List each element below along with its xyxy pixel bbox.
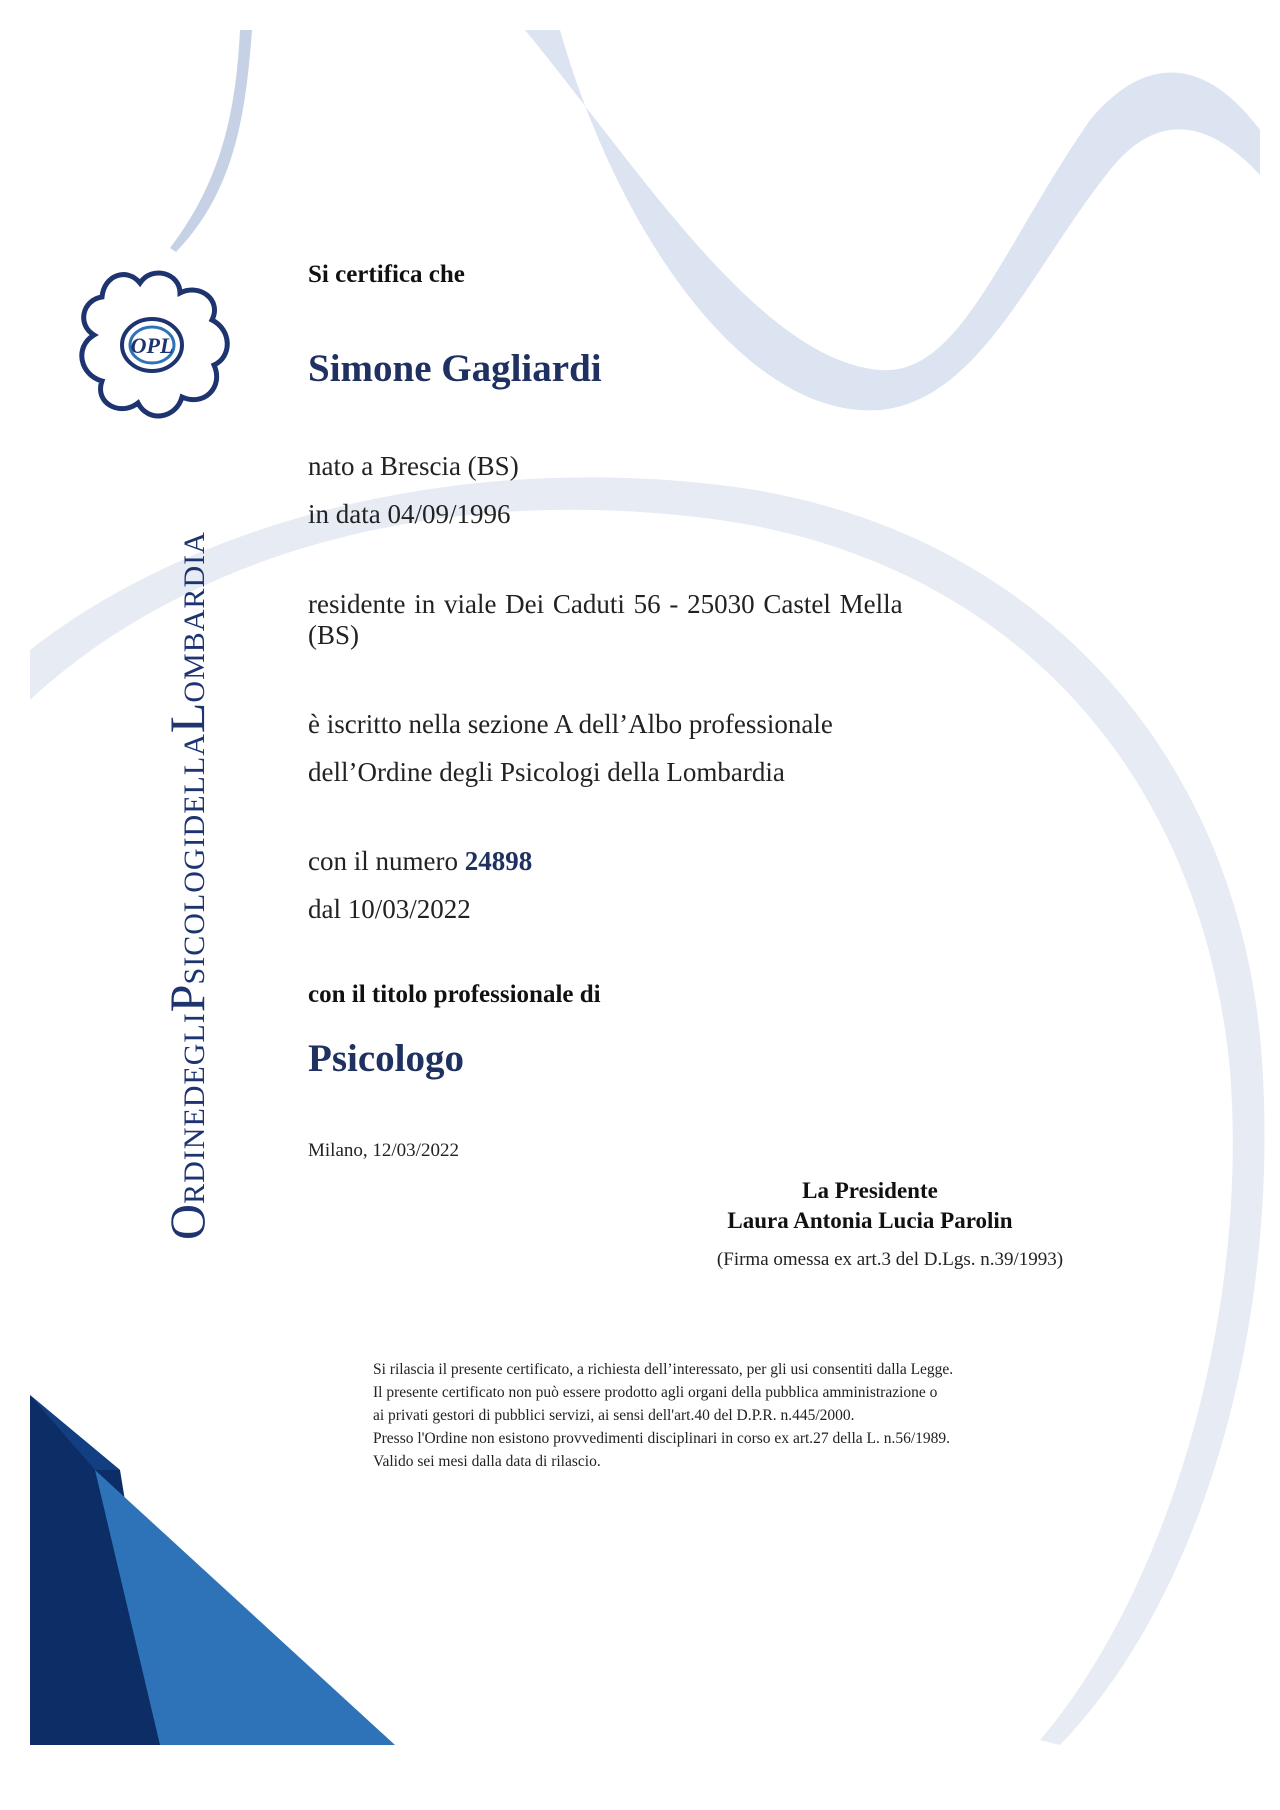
title-intro: con il titolo professionale di [308,981,601,1008]
opl-logo [82,273,227,416]
footer-line: Si rilascia il presente certificato, a richiesta dell’interessato, per gli usi consentiti dalla Legge. [373,1361,954,1378]
holder-name: Simone Gagliardi [308,347,602,390]
signatory-name: Laura Antonia Lucia Parolin [727,1208,1013,1233]
logo-initials: OPL [130,333,174,358]
footer-line: ai privati gestori di pubblici servizi, ai sensi dell'art.40 del D.P.R. n.445/2000. [373,1407,855,1424]
footer-line: Valido sei mesi dalla data di rilascio. [373,1453,601,1470]
signatory-role: La Presidente [802,1178,938,1203]
birth-date: in data 04/09/1996 [308,499,511,529]
footer-line: Presso l'Ordine non esistono provvedimenti disciplinari in corso ex art.27 della L. n.56/1989. [373,1430,951,1447]
certify-intro: Si certifica che [308,261,465,288]
enrollment-line-1: è iscritto nella sezione A dell’Albo professionale [308,709,833,739]
footer-line: Il presente certificato non può essere prodotto agli organi della pubblica amministrazione o [373,1384,938,1401]
residence-line-1: residente in viale Dei Caduti 56 - 25030 Castel Mella [308,589,903,619]
birth-place: nato a Brescia (BS) [308,451,519,481]
vertical-organisation-name: ORDINEDEGLIPSICOLOGIDELLALOMBARDIA [159,531,215,1240]
top-ribbon [525,30,1260,410]
residence-line-2: (BS) [308,620,360,650]
number-prefix: con il numero [308,846,465,876]
registration-number-line [308,846,532,877]
footer-notes [373,1358,1093,1473]
place-and-date: Milano, 12/03/2022 [308,1140,459,1161]
professional-title: Psicologo [308,1037,464,1080]
top-left-swoosh [170,30,252,252]
registration-since: dal 10/03/2022 [308,894,471,924]
registration-number: 24898 [464,846,533,876]
signature-note: (Firma omessa ex art.3 del D.Lgs. n.39/1993) [716,1249,1064,1270]
enrollment-line-2: dell’Ordine degli Psicologi della Lombardia [308,757,785,787]
